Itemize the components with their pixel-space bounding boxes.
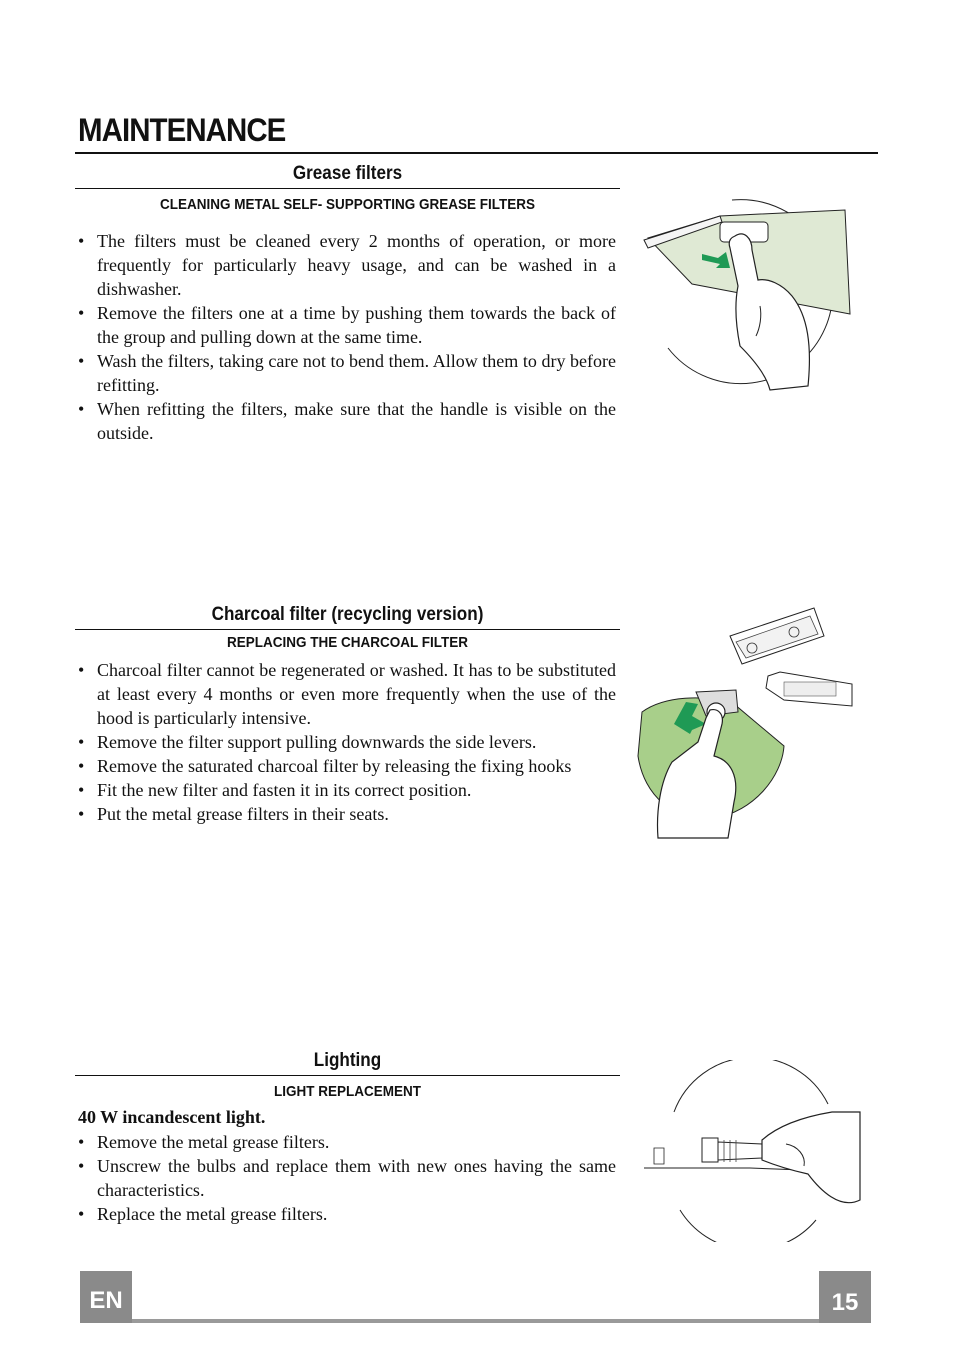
bullet: • xyxy=(78,303,85,323)
list-item: • Fit the new filter and fasten it in its correct position. xyxy=(78,780,472,800)
list-item: • Remove the filter support pulling downwards the side levers. xyxy=(78,732,537,752)
lighting-instructions-list xyxy=(78,1130,616,1226)
bullet: • xyxy=(78,1156,85,1176)
list-item: • Remove the filters one at a time by pushing them towards the back of the group and pulling down at the same time. xyxy=(78,303,616,347)
grease-section-title: Grease filters xyxy=(292,163,403,184)
grease-subtitle: CLEANING METAL SELF- SUPPORTING GREASE FILTERS xyxy=(159,196,536,213)
bullet: • xyxy=(78,351,85,371)
bullet: • xyxy=(78,1204,85,1224)
lighting-section-title: Lighting xyxy=(313,1050,382,1071)
list-item: • Remove the metal grease filters. xyxy=(78,1132,330,1152)
title-divider xyxy=(75,152,878,154)
charcoal-section-divider xyxy=(75,629,620,630)
list-item: • Remove the saturated charcoal filter by releasing the fixing hooks xyxy=(78,756,572,776)
list-item: • Put the metal grease filters in their seats. xyxy=(78,804,389,824)
bullet: • xyxy=(78,780,85,800)
list-item: • The filters must be cleaned every 2 months of operation, or more frequently for particularly heavy usage, and can be washed in a dishwasher. xyxy=(78,231,616,299)
bullet: • xyxy=(78,804,85,824)
charcoal-filter-illustration xyxy=(634,606,858,842)
bullet: • xyxy=(78,399,85,419)
list-item: • When refitting the filters, make sure that the handle is visible on the outside. xyxy=(78,399,616,443)
bullet: • xyxy=(78,756,85,776)
list-item: • Charcoal filter cannot be regenerated or washed. It has to be substituted at least every 4 months or even more frequently when the use of the hood is particularly intensive. xyxy=(78,660,616,728)
lighting-section-divider xyxy=(75,1075,620,1076)
bullet: • xyxy=(78,732,85,752)
page-number: 15 xyxy=(819,1271,871,1323)
grease-section-divider xyxy=(75,188,620,189)
list-item: • Wash the filters, taking care not to bend them. Allow them to dry before refitting. xyxy=(78,351,616,395)
bullet: • xyxy=(78,231,85,251)
charcoal-section-title: Charcoal filter (recycling version) xyxy=(211,604,484,625)
charcoal-instructions-list xyxy=(78,658,616,826)
grease-instructions-list xyxy=(78,229,616,445)
footer-divider xyxy=(132,1319,819,1323)
list-item: • Replace the metal grease filters. xyxy=(78,1204,328,1224)
bulb-spec: 40 W incandescent light. xyxy=(78,1107,266,1127)
charcoal-subtitle: REPLACING THE CHARCOAL FILTER xyxy=(226,634,469,651)
page-title: MAINTENANCE xyxy=(78,112,286,148)
list-item: • Unscrew the bulbs and replace them with new ones having the same characteristics. xyxy=(78,1156,616,1200)
lighting-subtitle: LIGHT REPLACEMENT xyxy=(273,1083,422,1100)
bullet: • xyxy=(78,660,85,680)
bullet: • xyxy=(78,1132,85,1152)
language-badge: EN xyxy=(80,1271,132,1323)
lighting-illustration xyxy=(640,1060,864,1242)
grease-filter-illustration xyxy=(640,196,860,396)
